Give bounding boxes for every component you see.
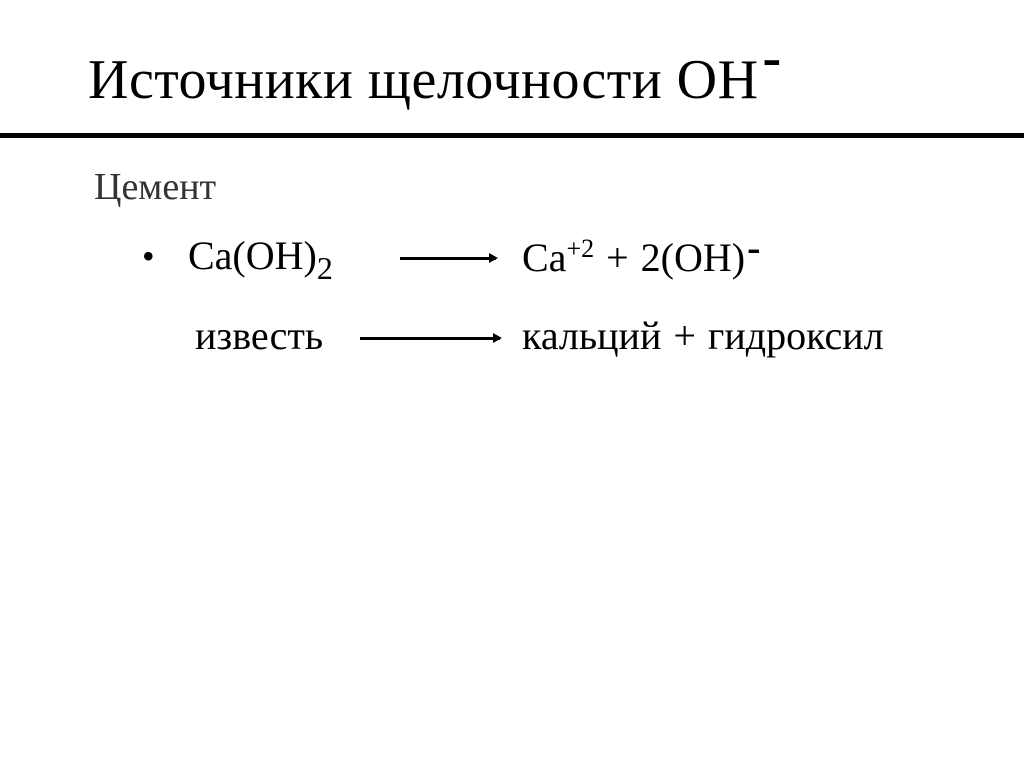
product-hydroxide-charge: -	[747, 225, 761, 270]
product-hydroxide: 2(OH)	[640, 235, 746, 280]
reactant-subscript: 2	[316, 250, 333, 286]
product-ion: Ca	[522, 235, 567, 280]
plus-sign: +	[606, 235, 629, 280]
slide-title-text: Источники щелочности ОН	[88, 49, 759, 111]
reactant-base: Ca(OH)	[188, 233, 317, 278]
reaction-arrow-icon	[400, 257, 496, 260]
word-equation	[0, 313, 1024, 366]
word-product-1: кальций	[522, 313, 662, 358]
product-ion-charge: +2	[566, 234, 595, 263]
subheading: Цемент	[94, 166, 217, 208]
slide-title	[88, 27, 782, 111]
word-reactant: известь	[195, 313, 324, 358]
reactant-formula	[188, 233, 333, 286]
bullet: •	[142, 236, 155, 276]
word-products	[522, 313, 884, 358]
word-product-2: гидроксил	[707, 313, 884, 358]
word-plus-sign: +	[673, 313, 696, 358]
chemical-equation	[0, 225, 1024, 286]
word-reaction-arrow-icon	[360, 337, 500, 340]
slide-title-superscript: -	[762, 27, 782, 89]
title-divider	[0, 133, 1024, 138]
product-formula	[522, 225, 761, 280]
